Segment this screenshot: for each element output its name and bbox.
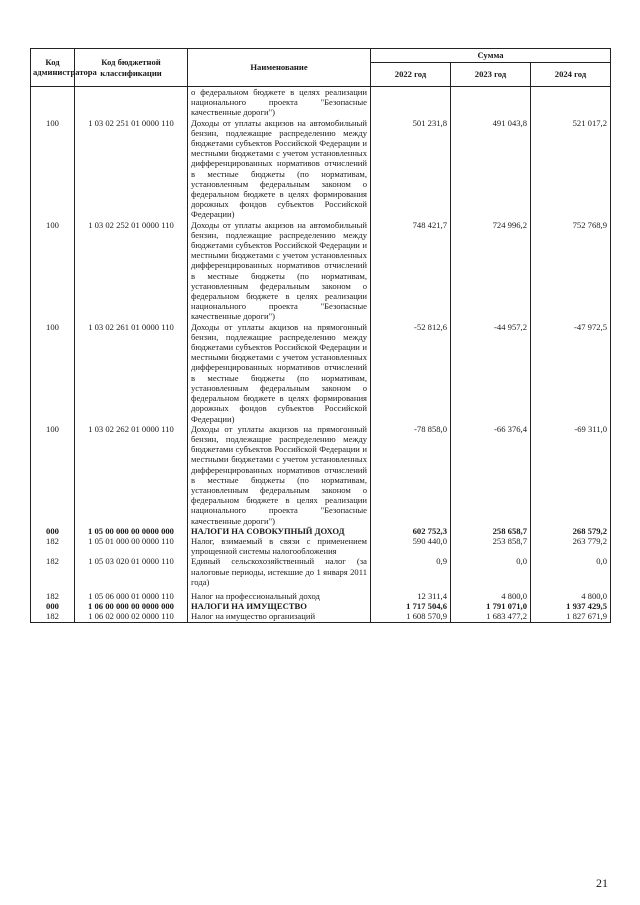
table-row <box>31 536 611 556</box>
name-cell: Налог, взимаемый в связи с применением упрощенной системы налогообложения <box>188 536 371 556</box>
value-2023-cell: 1 683 477,2 <box>451 611 531 622</box>
admin-code-cell: 182 <box>31 587 75 601</box>
value-2022-cell: 0,9 <box>371 556 451 587</box>
table-row <box>31 87 611 118</box>
name-cell: Доходы от уплаты акцизов на прямогонный бензин, подлежащие распределению между бюджетами субъектов Российской Федерации и местными бюджетами с учетом установленных дифференцированных нормативов отчислений в местные бюджеты (по нормативам, установленным федеральным законом о федеральном бюджете в целях формирования дорожных фондов субъектов Российской Федерации) <box>188 322 371 424</box>
page-number: 21 <box>596 876 608 890</box>
value-2023-cell: -44 957,2 <box>451 322 531 424</box>
value-2024-cell: 1 937 429,5 <box>531 601 611 611</box>
admin-code-cell: 100 <box>31 220 75 322</box>
value-2022-cell: -78 858,0 <box>371 424 451 526</box>
name-cell: Доходы от уплаты акцизов на автомобильный бензин, подлежащие распределению между бюджетами субъектов Российской Федерации и местными бюджетами с учетом установленных дифференцированных нормативов отчислений в местные бюджеты (по нормативам, установленным федеральным законом о федеральном бюджете в целях формирования дорожных фондов субъектов Российской Федерации) <box>188 118 371 220</box>
name-cell: Налог на имущество организаций <box>188 611 371 622</box>
header-name: Наименование <box>188 49 371 87</box>
value-2024-cell: 521 017,2 <box>531 118 611 220</box>
value-2022-cell: 602 752,3 <box>371 526 451 536</box>
value-2024-cell: 752 768,9 <box>531 220 611 322</box>
admin-code-cell: 182 <box>31 536 75 556</box>
kbk-cell: 1 06 02 000 02 0000 110 <box>75 611 188 622</box>
table-row <box>31 220 611 322</box>
value-2022-cell: -52 812,6 <box>371 322 451 424</box>
value-2024-cell: 263 779,2 <box>531 536 611 556</box>
admin-code-cell: 182 <box>31 611 75 622</box>
value-2022-cell: 12 311,4 <box>371 587 451 601</box>
kbk-cell <box>75 87 188 118</box>
value-2023-cell: 491 043,8 <box>451 118 531 220</box>
kbk-cell: 1 06 00 000 00 0000 000 <box>75 601 188 611</box>
value-2023-cell: 4 800,0 <box>451 587 531 601</box>
name-cell: Доходы от уплаты акцизов на прямогонный бензин, подлежащие распределению между бюджетами субъектов Российской Федерации и местными бюджетами с учетом установленных дифференцированных нормативов отчислений в местные бюджеты (по нормативам, установленным федеральным законом о федеральном бюджете в целях реализации национального проекта "Безопасные качественные дороги") <box>188 424 371 526</box>
kbk-cell: 1 05 00 000 00 0000 000 <box>75 526 188 536</box>
value-2022-cell: 590 440,0 <box>371 536 451 556</box>
value-2024-cell: 268 579,2 <box>531 526 611 536</box>
header-admin-code: Код администратора <box>31 49 75 87</box>
kbk-cell: 1 03 02 252 01 0000 110 <box>75 220 188 322</box>
header-year-2024: 2024 год <box>531 63 611 87</box>
kbk-cell: 1 03 02 262 01 0000 110 <box>75 424 188 526</box>
admin-code-cell: 100 <box>31 118 75 220</box>
name-cell: НАЛОГИ НА ИМУЩЕСТВО <box>188 601 371 611</box>
name-cell: Доходы от уплаты акцизов на автомобильный бензин, подлежащие распределению между бюджетами субъектов Российской Федерации и местными бюджетами с учетом установленных дифференцированных нормативов отчислений в местные бюджеты (по нормативам, установленным федеральным законом о федеральном бюджете в целях реализации национального проекта "Безопасные качественные дороги") <box>188 220 371 322</box>
value-2024-cell: 4 800,0 <box>531 587 611 601</box>
value-2022-cell: 1 717 504,6 <box>371 601 451 611</box>
value-2022-cell: 748 421,7 <box>371 220 451 322</box>
kbk-cell: 1 05 03 020 01 0000 110 <box>75 556 188 587</box>
admin-code-cell: 100 <box>31 322 75 424</box>
table-row <box>31 587 611 601</box>
admin-code-cell: 100 <box>31 424 75 526</box>
value-2024-cell: 0,0 <box>531 556 611 587</box>
value-2023-cell: -66 376,4 <box>451 424 531 526</box>
admin-code-cell <box>31 87 75 118</box>
header-sum: Сумма <box>371 49 611 63</box>
value-2022-cell: 1 608 570,9 <box>371 611 451 622</box>
value-2022-cell: 501 231,8 <box>371 118 451 220</box>
table-row <box>31 526 611 536</box>
table-row <box>31 601 611 611</box>
kbk-cell: 1 05 01 000 00 0000 110 <box>75 536 188 556</box>
header-kbk: Код бюджетной классификации <box>75 49 188 87</box>
revenue-table <box>30 48 611 623</box>
table-row <box>31 322 611 424</box>
table-row <box>31 118 611 220</box>
table-row <box>31 556 611 587</box>
value-2023-cell: 1 791 071,0 <box>451 601 531 611</box>
header-year-2022: 2022 год <box>371 63 451 87</box>
name-cell: НАЛОГИ НА СОВОКУПНЫЙ ДОХОД <box>188 526 371 536</box>
kbk-cell: 1 03 02 251 01 0000 110 <box>75 118 188 220</box>
admin-code-cell: 000 <box>31 601 75 611</box>
budget-document-page <box>30 48 610 623</box>
table-row <box>31 424 611 526</box>
value-2023-cell: 253 858,7 <box>451 536 531 556</box>
value-2024-cell: -69 311,0 <box>531 424 611 526</box>
value-2023-cell: 258 658,7 <box>451 526 531 536</box>
value-2022-cell <box>371 87 451 118</box>
value-2024-cell: 1 827 671,9 <box>531 611 611 622</box>
kbk-cell: 1 05 06 000 01 0000 110 <box>75 587 188 601</box>
value-2023-cell: 724 996,2 <box>451 220 531 322</box>
header-year-2023: 2023 год <box>451 63 531 87</box>
name-cell: Налог на профессиональный доход <box>188 587 371 601</box>
value-2023-cell: 0,0 <box>451 556 531 587</box>
admin-code-cell: 182 <box>31 556 75 587</box>
value-2024-cell: -47 972,5 <box>531 322 611 424</box>
value-2024-cell <box>531 87 611 118</box>
table-body <box>31 87 611 623</box>
admin-code-cell: 000 <box>31 526 75 536</box>
kbk-cell: 1 03 02 261 01 0000 110 <box>75 322 188 424</box>
name-cell: Единый сельскохозяйственный налог (за налоговые периоды, истекшие до 1 января 2011 года) <box>188 556 371 587</box>
name-cell: о федеральном бюджете в целях реализации национального проекта "Безопасные качественные дороги") <box>188 87 371 118</box>
table-row <box>31 611 611 622</box>
value-2023-cell <box>451 87 531 118</box>
